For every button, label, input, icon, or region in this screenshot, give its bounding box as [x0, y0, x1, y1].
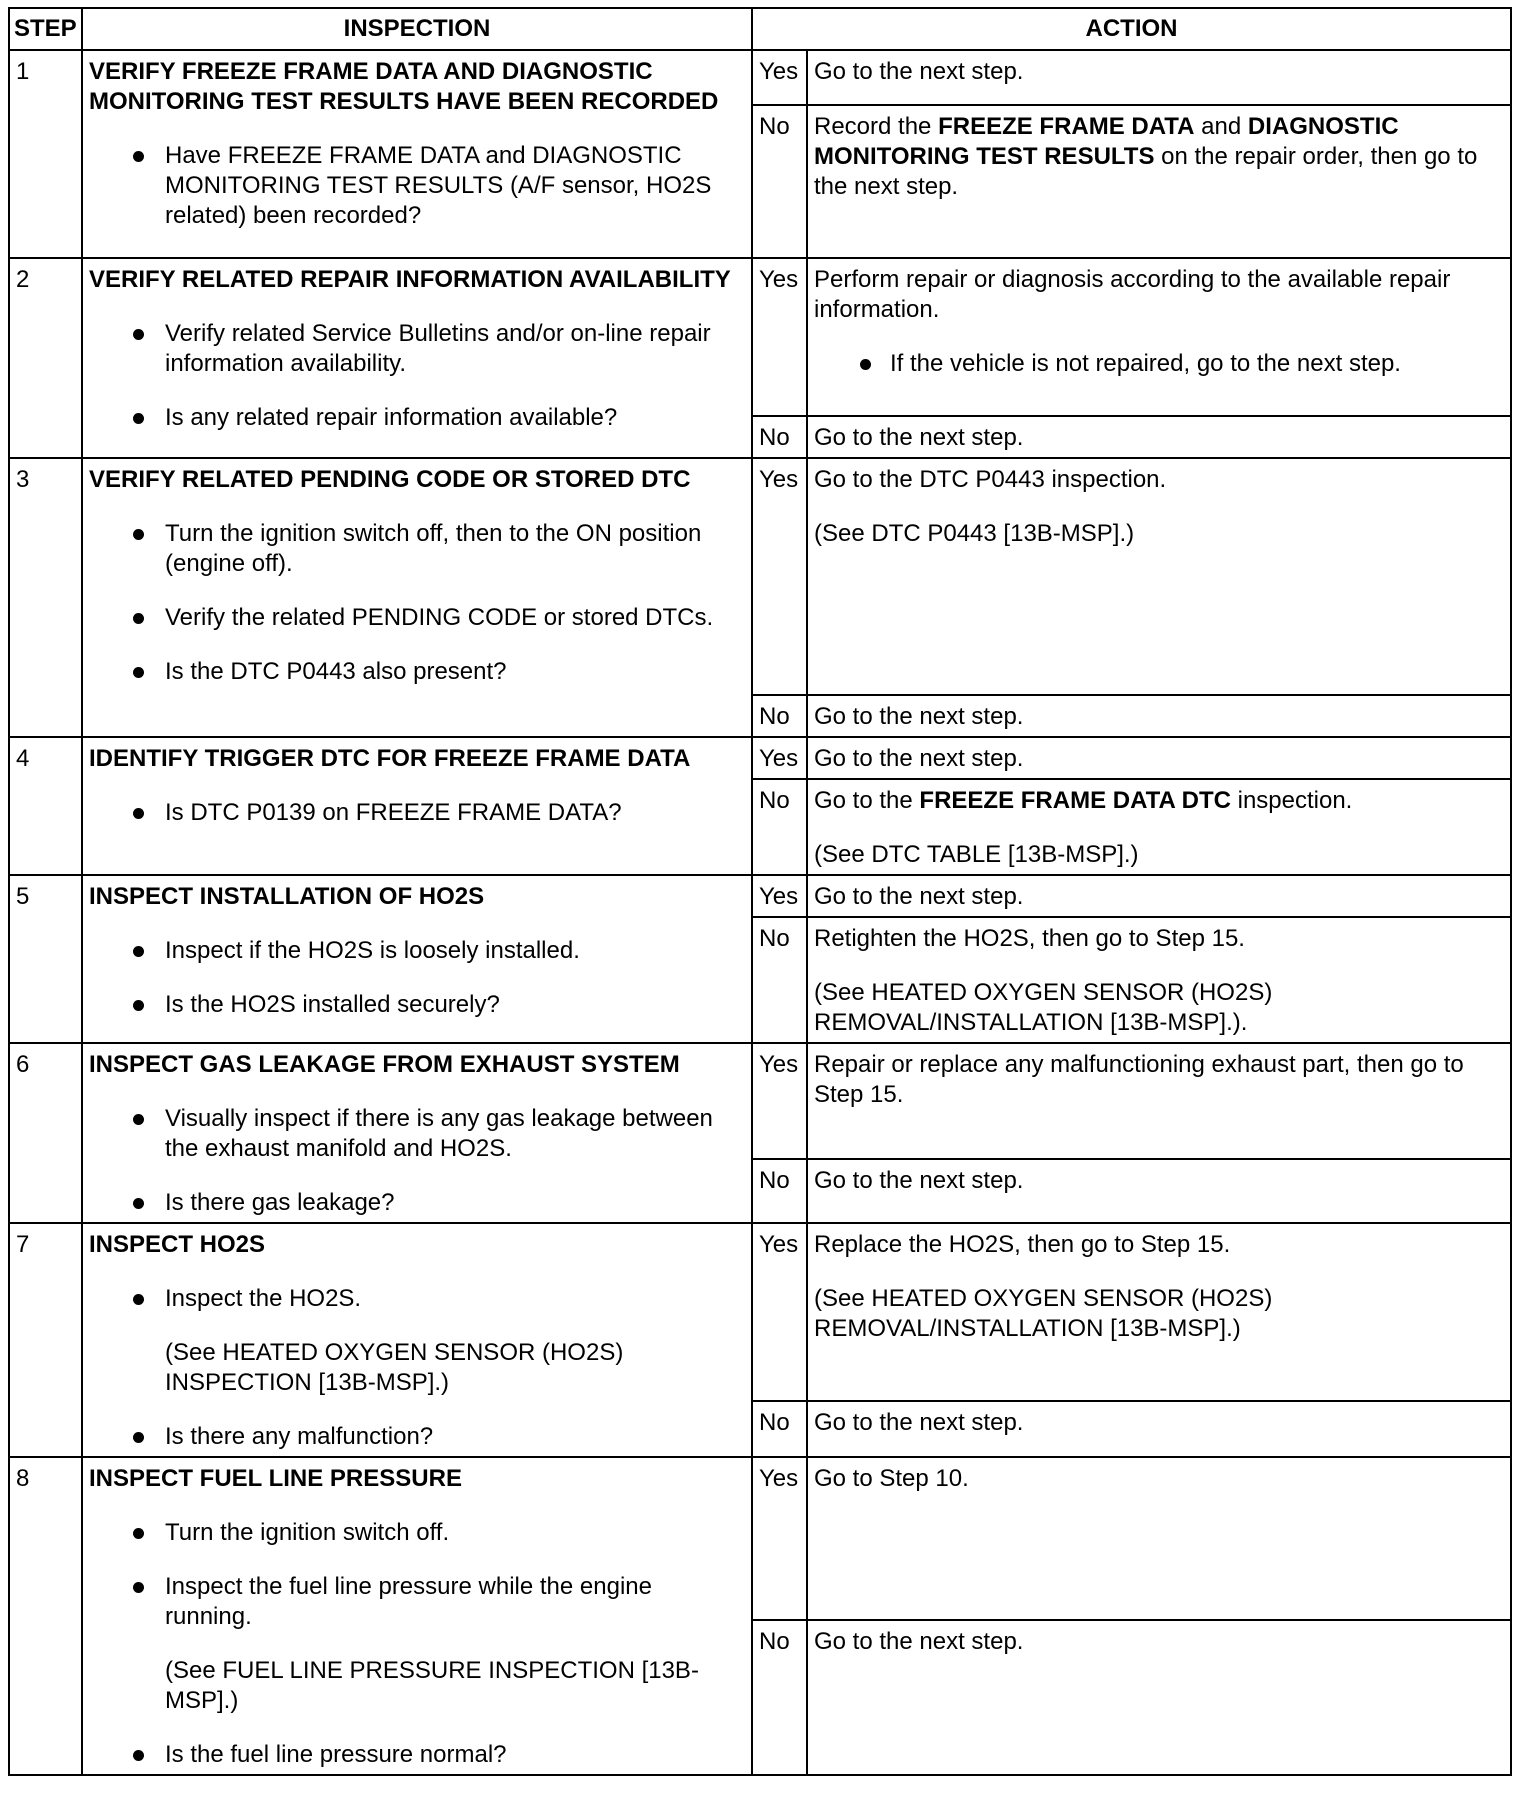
step-5-yes-row: [9, 875, 1511, 917]
bullet-item: Have FREEZE FRAME DATA and DIAGNOSTIC MONITORING TEST RESULTS (A/F sensor, HO2S related) been recorded?: [89, 141, 745, 231]
bullet-item: Is the DTC P0443 also present?: [89, 657, 745, 687]
emphasis-text: FREEZE FRAME DATA DTC: [919, 787, 1231, 814]
bullet-item: Is DTC P0139 on FREEZE FRAME DATA?: [89, 798, 745, 828]
yes-action: Go to the next step.: [807, 875, 1511, 917]
yes-label: Yes: [752, 737, 807, 779]
bullet-item: Verify the related PENDING CODE or stored DTCs.: [89, 603, 745, 633]
diagnostic-table: [8, 7, 1512, 1776]
action-text: Retighten the HO2S, then go to Step 15.: [814, 925, 1245, 952]
step-title: INSPECT INSTALLATION OF HO2S: [89, 883, 485, 910]
bullet-item: Is any related repair information available?: [89, 403, 745, 433]
inspection-column-header: INSPECTION: [82, 8, 752, 50]
no-action: Go to the next step.: [807, 695, 1511, 737]
no-label: No: [752, 695, 807, 737]
no-label: No: [752, 1620, 807, 1775]
no-label: No: [752, 1401, 807, 1457]
yes-action: Go to the next step.: [807, 737, 1511, 779]
no-action: [807, 917, 1511, 1043]
yes-label: Yes: [752, 875, 807, 917]
step-number: 2: [9, 258, 82, 458]
step-title: IDENTIFY TRIGGER DTC FOR FREEZE FRAME DATA: [89, 745, 691, 772]
no-action: Go to the next step.: [807, 1159, 1511, 1223]
bullet-item: Is there gas leakage?: [89, 1188, 745, 1218]
step-title: INSPECT FUEL LINE PRESSURE: [89, 1465, 462, 1492]
action-bullet: If the vehicle is not repaired, go to the next step.: [814, 349, 1504, 379]
bullet-item: Inspect the fuel line pressure while the engine running.: [89, 1572, 745, 1632]
no-label: No: [752, 779, 807, 875]
action-text: Perform repair or diagnosis according to the available repair information.: [814, 266, 1451, 323]
yes-label: Yes: [752, 1223, 807, 1401]
reference-text: (See FUEL LINE PRESSURE INSPECTION [13B-MSP].): [165, 1657, 699, 1714]
inspection-cell: [82, 50, 752, 258]
yes-label: Yes: [752, 458, 807, 695]
bullet-item: Turn the ignition switch off, then to the ON position (engine off).: [89, 519, 745, 579]
no-action: Go to the next step.: [807, 1401, 1511, 1457]
no-label: No: [752, 105, 807, 258]
action-column-header: ACTION: [752, 8, 1511, 50]
yes-label: Yes: [752, 258, 807, 416]
action-text: Go to the: [814, 787, 920, 814]
reference-text: (See DTC TABLE [13B-MSP].): [814, 841, 1139, 868]
yes-label: Yes: [752, 1457, 807, 1620]
step-number: 1: [9, 50, 82, 258]
emphasis-text: DIAGNOSTIC MONITORING TEST RESULTS: [814, 113, 1399, 170]
yes-action: Repair or replace any malfunctioning exhaust part, then go to Step 15.: [807, 1043, 1511, 1159]
bullet-item: Inspect if the HO2S is loosely installed.: [89, 936, 745, 966]
yes-action: Go to Step 10.: [807, 1457, 1511, 1620]
bullet-item: Verify related Service Bulletins and/or on-line repair information availability.: [89, 319, 745, 379]
step-title: INSPECT HO2S: [89, 1231, 266, 1258]
no-label: No: [752, 1159, 807, 1223]
no-action: Go to the next step.: [807, 1620, 1511, 1775]
inspection-cell: [82, 1043, 752, 1223]
yes-action: [807, 50, 1511, 105]
yes-action: [807, 458, 1511, 695]
step-3-yes-row: [9, 458, 1511, 695]
yes-label: Yes: [752, 50, 807, 105]
bullet-item: Is there any malfunction?: [89, 1422, 745, 1452]
inspection-cell: [82, 737, 752, 875]
no-label: No: [752, 917, 807, 1043]
step-6-yes-row: [9, 1043, 1511, 1159]
yes-action: [807, 258, 1511, 416]
step-number: 3: [9, 458, 82, 737]
step-title: VERIFY FREEZE FRAME DATA AND DIAGNOSTIC MONITORING TEST RESULTS HAVE BEEN RECORDED: [89, 58, 719, 115]
step-1-yes-row: [9, 50, 1511, 105]
header-row: [9, 8, 1511, 50]
step-title: INSPECT GAS LEAKAGE FROM EXHAUST SYSTEM: [89, 1051, 680, 1078]
bullet-item: Is the fuel line pressure normal?: [89, 1740, 745, 1770]
reference-text: (See HEATED OXYGEN SENSOR (HO2S) INSPECTION [13B-MSP].): [165, 1339, 624, 1396]
step-title: VERIFY RELATED REPAIR INFORMATION AVAILABILITY: [89, 266, 731, 293]
no-action: Go to the next step.: [807, 416, 1511, 458]
action-text: on the repair order, then go to the next step.: [814, 143, 1478, 200]
step-2-yes-row: [9, 258, 1511, 416]
no-action: [807, 105, 1511, 258]
action-text: Go to the DTC P0443 inspection.: [814, 466, 1167, 493]
step-number: 7: [9, 1223, 82, 1457]
action-text: Go to the next step.: [814, 58, 1024, 85]
reference-text: (See DTC P0443 [13B-MSP].): [814, 520, 1135, 547]
step-7-yes-row: [9, 1223, 1511, 1401]
bullet-item: Is the HO2S installed securely?: [89, 990, 745, 1020]
action-text: inspection.: [1230, 787, 1353, 814]
step-title: VERIFY RELATED PENDING CODE OR STORED DTC: [89, 466, 691, 493]
action-text: Replace the HO2S, then go to Step 15.: [814, 1231, 1231, 1258]
step-4-yes-row: [9, 737, 1511, 779]
bullet-item: Turn the ignition switch off.: [89, 1518, 745, 1548]
bullet-item: Inspect the HO2S.: [89, 1284, 745, 1314]
action-text: and: [1194, 113, 1248, 140]
inspection-cell: [82, 458, 752, 737]
inspection-cell: [82, 258, 752, 458]
reference-text: (See HEATED OXYGEN SENSOR (HO2S) REMOVAL/INSTALLATION [13B-MSP].): [814, 1285, 1273, 1342]
emphasis-text: FREEZE FRAME DATA: [938, 113, 1195, 140]
action-text: Record the: [814, 113, 939, 140]
reference-text: (See HEATED OXYGEN SENSOR (HO2S) REMOVAL/INSTALLATION [13B-MSP].).: [814, 979, 1273, 1036]
inspection-cell: [82, 1223, 752, 1457]
step-number: 8: [9, 1457, 82, 1775]
no-action: [807, 779, 1511, 875]
yes-label: Yes: [752, 1043, 807, 1159]
step-number: 5: [9, 875, 82, 1043]
no-label: No: [752, 416, 807, 458]
inspection-cell: [82, 875, 752, 1043]
bullet-item: Visually inspect if there is any gas leakage between the exhaust manifold and HO2S.: [89, 1104, 745, 1164]
step-8-yes-row: [9, 1457, 1511, 1620]
diagnostic-procedure: [8, 7, 1510, 1776]
step-number: 6: [9, 1043, 82, 1223]
inspection-cell: [82, 1457, 752, 1775]
yes-action: [807, 1223, 1511, 1401]
step-column-header: STEP: [9, 8, 82, 50]
step-number: 4: [9, 737, 82, 875]
